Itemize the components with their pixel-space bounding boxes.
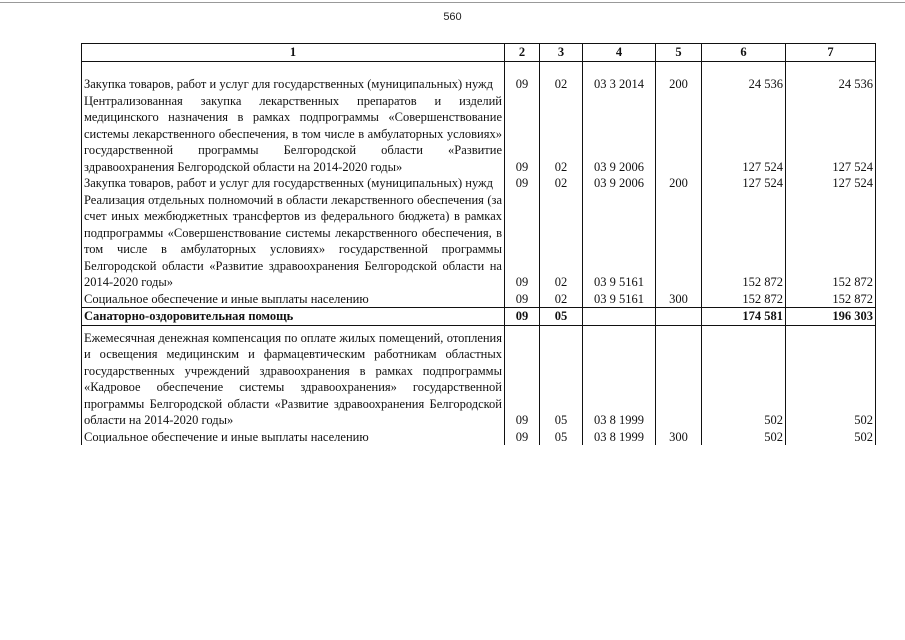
row-section: 09 (505, 291, 540, 308)
row-target-article (583, 308, 656, 326)
row-subsection: 02 (540, 175, 583, 192)
row-expense-type: 200 (656, 76, 702, 93)
row-section: 09 (505, 93, 540, 176)
row-target-article: 03 8 1999 (583, 325, 656, 429)
row-expense-type: 200 (656, 175, 702, 192)
row-description: Централизованная закупка лекарственных препаратов и изделий медицинского назначения в рамках подпрограммы «Совершенствование системы лекарственного обеспечения, в том числе в амбулаторных условиях» государственной программы Белгородской области «Развитие здравоохранения Белгородской области на 2014-2020 годы» (82, 93, 505, 176)
table-body (82, 62, 876, 446)
row-target-article: 03 3 2014 (583, 76, 656, 93)
page-number: 560 (443, 11, 462, 23)
row-section: 09 (505, 76, 540, 93)
header-col-4: 4 (583, 44, 656, 62)
header-row (82, 44, 876, 62)
row-description: Социальное обеспечение и иные выплаты населению (82, 429, 505, 446)
row-description: Реализация отдельных полномочий в области лекарственного обеспечения (за счет иных межбюджетных трансфертов из федерального бюджета) в рамках подпрограммы «Совершенствование системы лекарственного обеспечения, в том числе в амбулаторных условиях» государственной программы Белгородской области «Развитие здравоохранения Белгородской области на 2014-2020 годы» (82, 192, 505, 291)
table-row (82, 325, 876, 429)
row-amount-2: 152 872 (786, 192, 876, 291)
table-row (82, 76, 876, 93)
row-subsection: 02 (540, 192, 583, 291)
table-header (82, 44, 876, 62)
header-col-3: 3 (540, 44, 583, 62)
row-amount-2: 502 (786, 429, 876, 446)
table-row (82, 175, 876, 192)
top-rule (0, 2, 905, 3)
row-amount-1: 127 524 (702, 175, 786, 192)
row-description: Ежемесячная денежная компенсация по оплате жилых помещений, отопления и освещения медицинским и фармацевтическим работникам областных государственных учреждений здравоохранения в рамках подпрограммы «Кадровое обеспечение системы здравоохранения» государственной программы Белгородской области «Развитие здравоохранения Белгородской области на 2014-2020 годы» (82, 325, 505, 429)
row-target-article: 03 9 2006 (583, 175, 656, 192)
table-row (82, 429, 876, 446)
row-description: Социальное обеспечение и иные выплаты населению (82, 291, 505, 308)
header-col-5: 5 (656, 44, 702, 62)
row-amount-1: 174 581 (702, 308, 786, 326)
row-target-article: 03 9 2006 (583, 93, 656, 176)
row-amount-2: 502 (786, 325, 876, 429)
row-amount-2: 127 524 (786, 93, 876, 176)
row-section: 09 (505, 308, 540, 326)
row-amount-1: 152 872 (702, 291, 786, 308)
table-row (82, 291, 876, 308)
row-amount-1: 502 (702, 325, 786, 429)
row-target-article: 03 9 5161 (583, 192, 656, 291)
row-subsection: 02 (540, 76, 583, 93)
row-subsection: 05 (540, 429, 583, 446)
row-amount-2: 24 536 (786, 76, 876, 93)
row-subsection: 02 (540, 291, 583, 308)
header-col-1: 1 (82, 44, 505, 62)
row-description: Закупка товаров, работ и услуг для государственных (муниципальных) нужд (82, 175, 505, 192)
table-row (82, 93, 876, 176)
row-section: 09 (505, 192, 540, 291)
row-amount-1: 152 872 (702, 192, 786, 291)
row-target-article: 03 8 1999 (583, 429, 656, 446)
header-col-6: 6 (702, 44, 786, 62)
row-expense-type (656, 93, 702, 176)
budget-table (81, 43, 876, 445)
row-subsection: 02 (540, 93, 583, 176)
row-subsection: 05 (540, 325, 583, 429)
row-target-article: 03 9 5161 (583, 291, 656, 308)
row-expense-type: 300 (656, 429, 702, 446)
row-expense-type (656, 325, 702, 429)
row-description: Санаторно-оздоровительная помощь (82, 308, 505, 326)
row-amount-1: 502 (702, 429, 786, 446)
header-col-2: 2 (505, 44, 540, 62)
row-amount-2: 127 524 (786, 175, 876, 192)
row-expense-type (656, 192, 702, 291)
row-amount-2: 196 303 (786, 308, 876, 326)
row-amount-2: 152 872 (786, 291, 876, 308)
row-section: 09 (505, 325, 540, 429)
row-subsection: 05 (540, 308, 583, 326)
spacer-row (82, 62, 876, 77)
row-expense-type (656, 308, 702, 326)
row-amount-1: 127 524 (702, 93, 786, 176)
row-description: Закупка товаров, работ и услуг для государственных (муниципальных) нужд (82, 76, 505, 93)
row-section: 09 (505, 429, 540, 446)
table-row-section-total (82, 308, 876, 326)
row-amount-1: 24 536 (702, 76, 786, 93)
row-section: 09 (505, 175, 540, 192)
table-row (82, 192, 876, 291)
header-col-7: 7 (786, 44, 876, 62)
row-expense-type: 300 (656, 291, 702, 308)
